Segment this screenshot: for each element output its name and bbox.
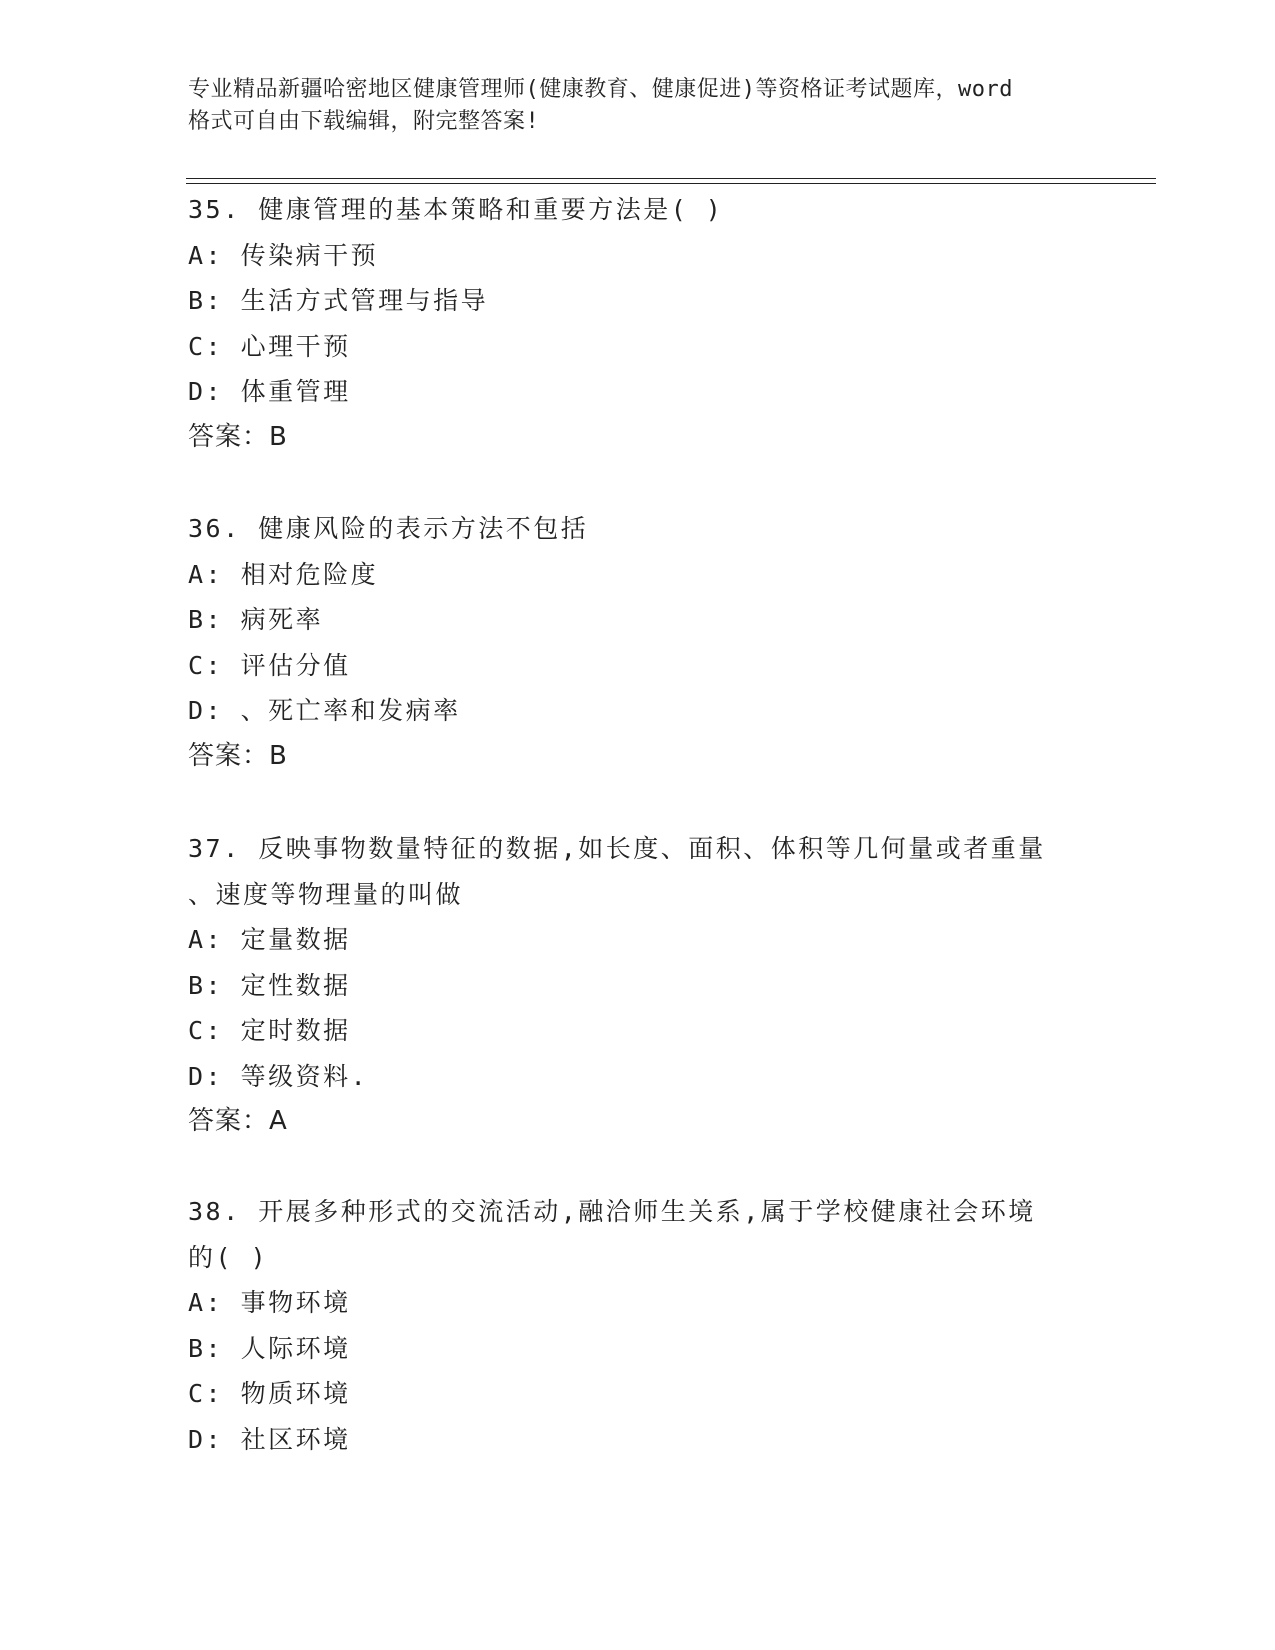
option-c: C: 评估分值 xyxy=(188,650,351,680)
option-b: B: 人际环境 xyxy=(188,1333,351,1363)
option-d: D: 社区环境 xyxy=(188,1424,351,1454)
question-stem-line-1: 37. 反映事物数量特征的数据,如长度、面积、体积等几何量或者重量 xyxy=(188,834,1046,863)
option-b: B: 生活方式管理与指导 xyxy=(188,286,489,315)
question-stem: 36. 健康风险的表示方法不包括 xyxy=(188,514,589,543)
answer-line: 答案：A xyxy=(188,1106,288,1136)
answer-line: 答案：B xyxy=(188,740,288,771)
option-d: D: 、死亡率和发病率 xyxy=(188,696,461,725)
question-35 xyxy=(188,187,1088,460)
question-38 xyxy=(188,1189,1088,1462)
option-a: A: 事物环境 xyxy=(188,1288,351,1317)
option-a: A: 相对危险度 xyxy=(188,559,379,589)
option-b: B: 病死率 xyxy=(188,605,324,634)
option-c: C: 心理干预 xyxy=(188,331,351,361)
question-37 xyxy=(188,826,1088,1145)
header-rule-bottom xyxy=(186,183,1156,184)
option-a: A: 定量数据 xyxy=(188,925,351,954)
option-b: B: 定性数据 xyxy=(188,970,351,1000)
header-line-2: 格式可自由下载编辑，附完整答案! xyxy=(188,109,540,134)
question-stem: 35. 健康管理的基本策略和重要方法是( ) xyxy=(188,195,724,224)
answer-line: 答案：B xyxy=(188,421,288,452)
option-c: C: 定时数据 xyxy=(188,1016,351,1045)
header-rule-top xyxy=(186,178,1156,179)
option-d: D: 等级资料. xyxy=(188,1061,369,1091)
question-36 xyxy=(188,506,1088,779)
document-header xyxy=(188,74,1088,138)
option-a: A: 传染病干预 xyxy=(188,240,379,270)
header-line-1: 专业精品新疆哈密地区健康管理师(健康教育、健康促进)等资格证考试题库，word xyxy=(188,77,1013,102)
option-c: C: 物质环境 xyxy=(188,1379,351,1408)
question-stem-line-2: 的( ) xyxy=(188,1242,269,1272)
question-stem-line-2: 、速度等物理量的叫做 xyxy=(188,879,464,909)
question-stem-line-1: 38. 开展多种形式的交流活动,融洽师生关系,属于学校健康社会环境 xyxy=(188,1197,1036,1226)
option-d: D: 体重管理 xyxy=(188,377,351,406)
